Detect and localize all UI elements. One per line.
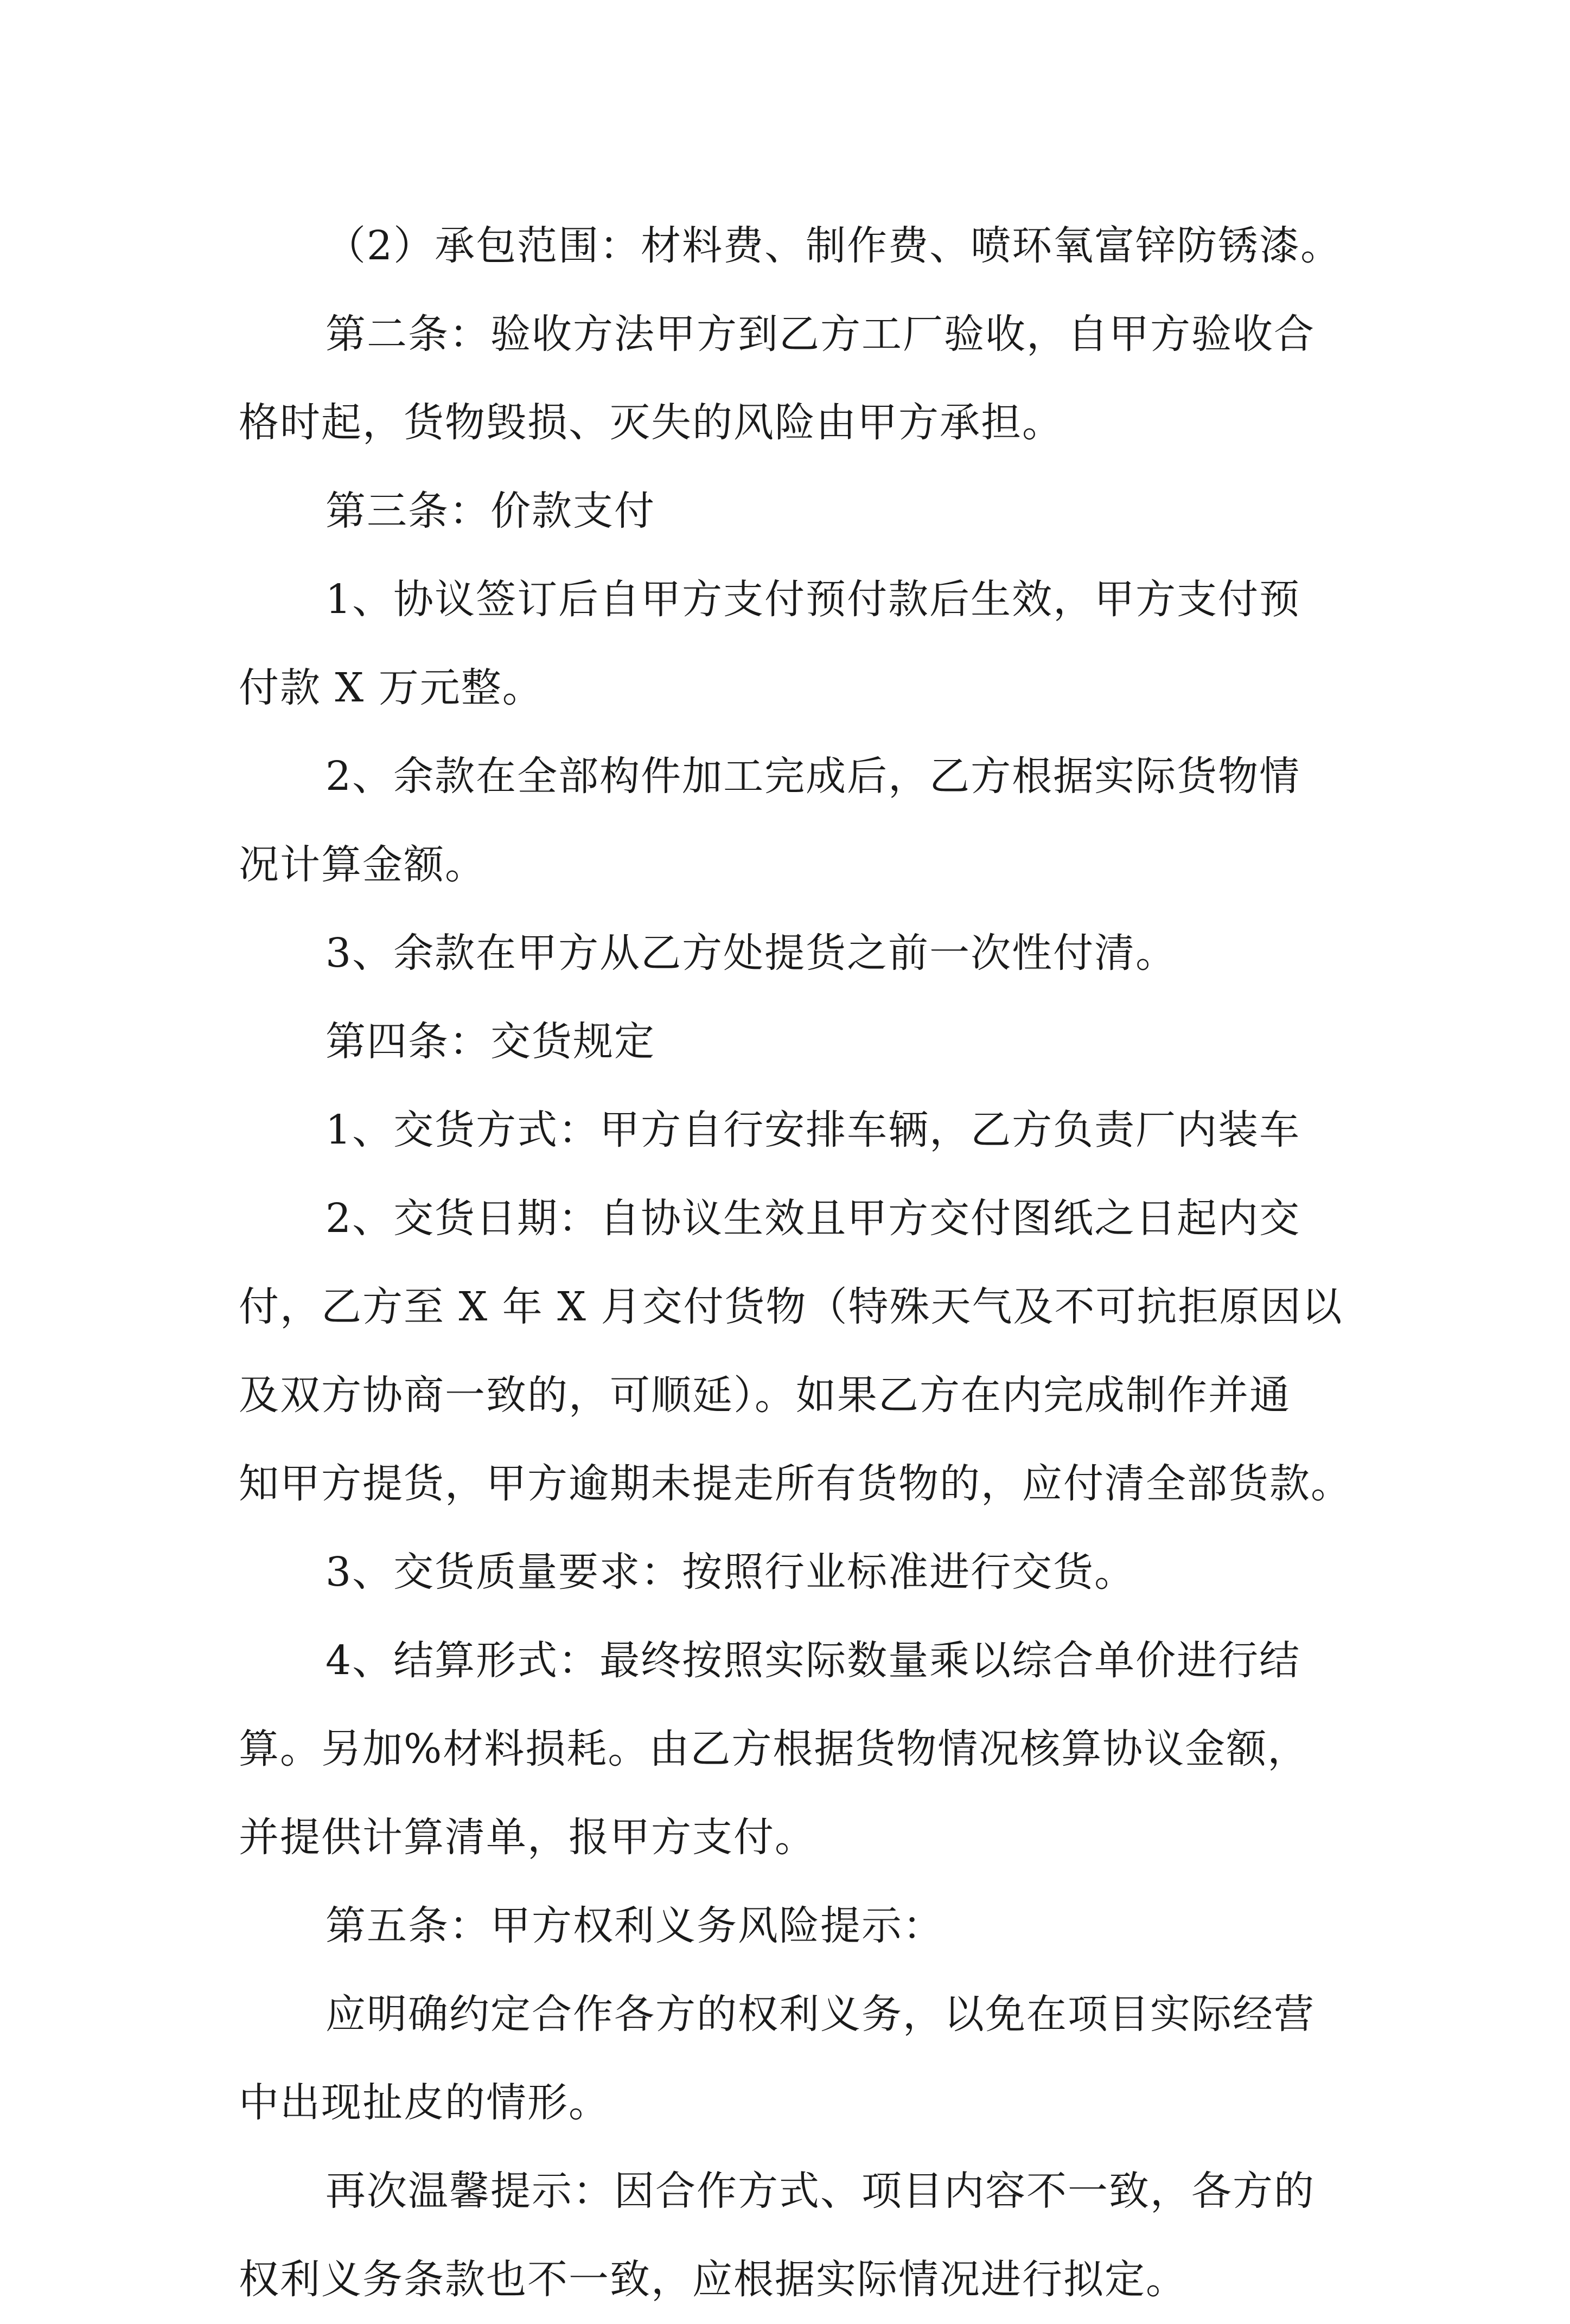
article-5-heading: 第五条：甲方权利义务风险提示： xyxy=(326,1902,944,1949)
delivery-item-2-line-3: 及双方协商一致的，可顺延）。如果乙方在内完成制作并通 xyxy=(239,1372,1291,1419)
article-3-heading: 第三条：价款支付 xyxy=(326,488,655,534)
delivery-item-2-line-1: 2、交货日期：自协议生效且甲方交付图纸之日起内交 xyxy=(326,1195,1301,1242)
payment-item-1-line-2: 付款 X 万元整。 xyxy=(239,665,544,711)
document-body xyxy=(239,202,1352,2324)
delivery-item-2-line-2: 付，乙方至 X 年 X 月交付货物（特殊天气及不可抗拒原因以 xyxy=(239,1284,1343,1330)
delivery-item-4-line-2: 算。另加%材料损耗。由乙方根据货物情况核算协议金额， xyxy=(239,1726,1309,1772)
delivery-item-4-line-3: 并提供计算清单，报甲方支付。 xyxy=(239,1814,816,1861)
payment-item-3: 3、余款在甲方从乙方处提货之前一次性付清。 xyxy=(326,930,1177,976)
article-5-body-line-2: 中出现扯皮的情形。 xyxy=(239,2079,610,2126)
delivery-item-3: 3、交货质量要求：按照行业标准进行交货。 xyxy=(326,1549,1136,1595)
article-2-line-2: 格时起，货物毁损、灭失的风险由甲方承担。 xyxy=(239,399,1063,446)
delivery-item-2-line-4: 知甲方提货，甲方逾期未提走所有货物的，应付清全部货款。 xyxy=(239,1460,1352,1507)
payment-item-1-line-1: 1、协议签订后自甲方支付预付款后生效，甲方支付预 xyxy=(326,576,1301,623)
payment-item-2-line-1: 2、余款在全部构件加工完成后，乙方根据实际货物情 xyxy=(326,753,1301,800)
delivery-item-1: 1、交货方式：甲方自行安排车辆，乙方负责厂内装车 xyxy=(326,1107,1301,1153)
article-2-line-1: 第二条：验收方法甲方到乙方工厂验收，自甲方验收合 xyxy=(326,311,1315,357)
reminder-line-1: 再次温馨提示：因合作方式、项目内容不一致，各方的 xyxy=(326,2168,1315,2214)
article-4-heading: 第四条：交货规定 xyxy=(326,1018,655,1065)
delivery-item-4-line-1: 4、结算形式：最终按照实际数量乘以综合单价进行结 xyxy=(326,1637,1301,1684)
payment-item-2-line-2: 况计算金额。 xyxy=(239,841,486,888)
reminder-line-2: 权利义务条款也不一致，应根据实际情况进行拟定。 xyxy=(239,2256,1187,2303)
scope-line: （2）承包范围：材料费、制作费、喷环氧富锌防锈漆。 xyxy=(326,222,1342,269)
article-5-body-line-1: 应明确约定合作各方的权利义务，以免在项目实际经营 xyxy=(326,1991,1315,2038)
